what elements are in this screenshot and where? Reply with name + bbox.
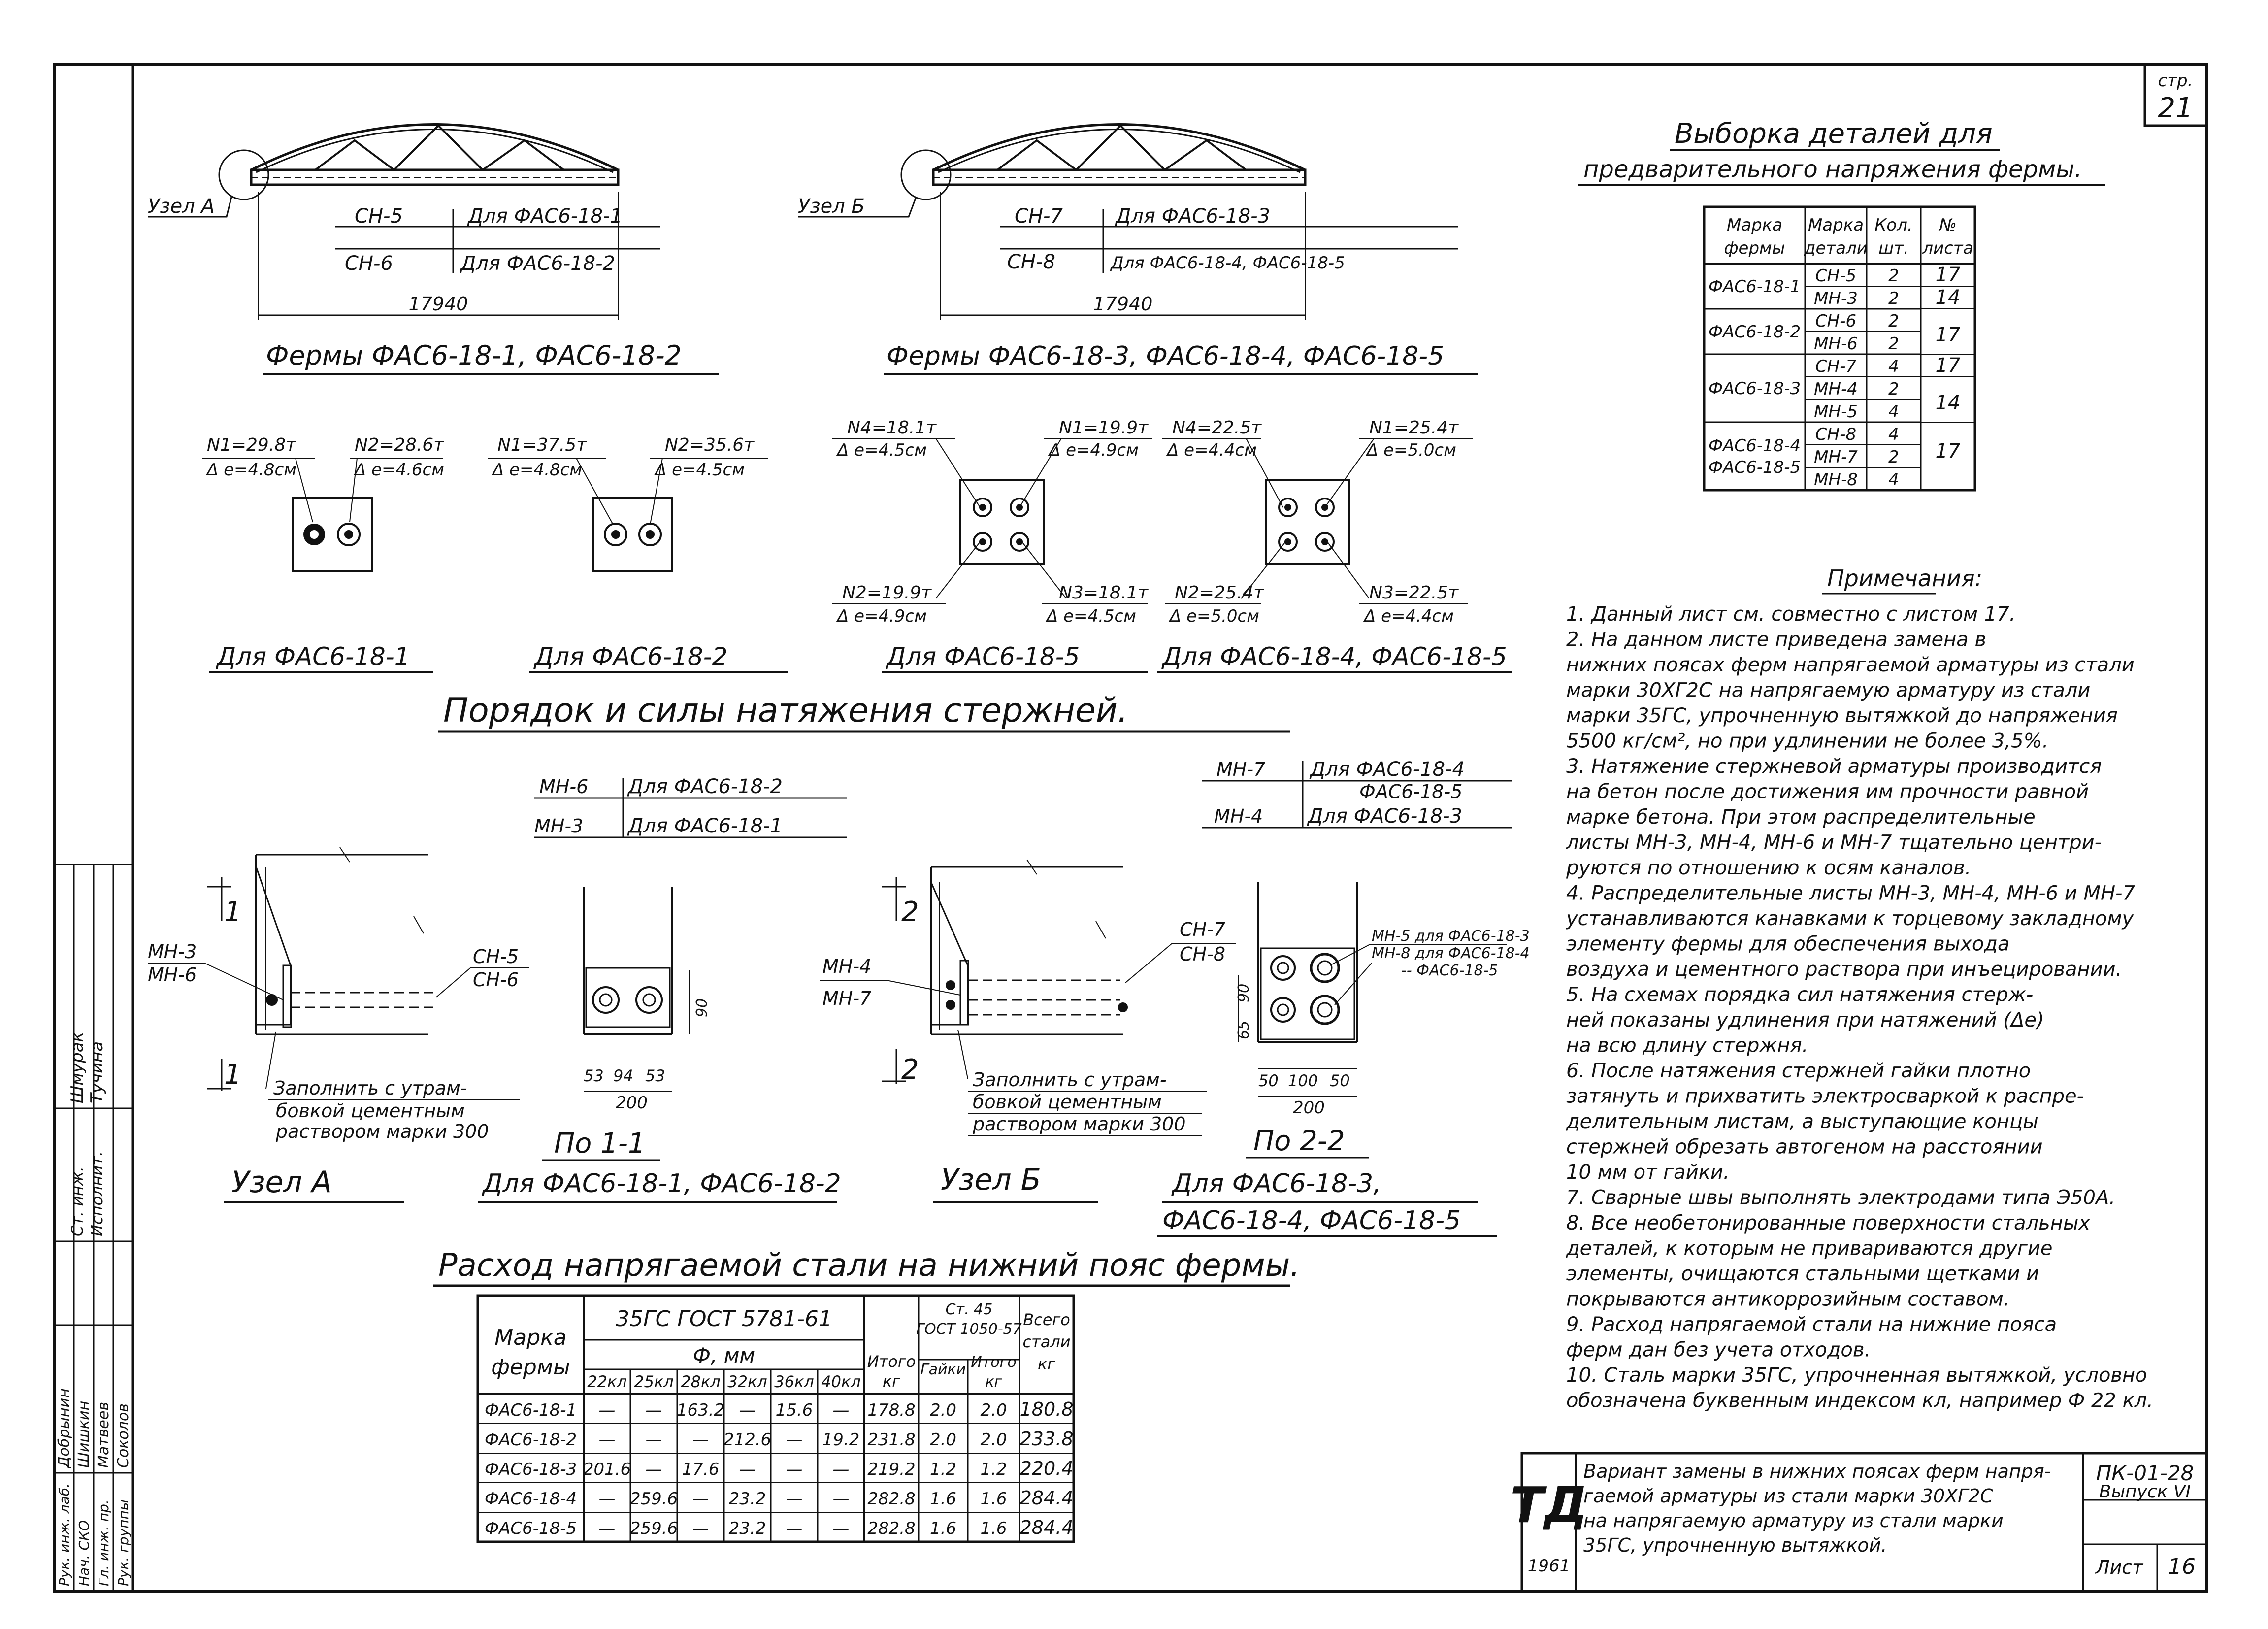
plate-mark: МН-4 — [1214, 805, 1263, 827]
diameter-header: 36кл — [774, 1372, 814, 1391]
row-total2: 2.0 — [980, 1400, 1007, 1420]
row-value: 15.6 — [775, 1400, 813, 1420]
dimension: 53 — [645, 1066, 665, 1085]
row-value: — — [832, 1489, 850, 1509]
row-total2: 2.0 — [980, 1430, 1007, 1450]
stamp-sheet-label: Лист — [2096, 1557, 2143, 1578]
row-value: — — [598, 1430, 616, 1450]
sheet-ref: 17 — [1935, 324, 1961, 346]
row-total: 282.8 — [867, 1489, 916, 1509]
row-all: 284.4 — [1019, 1517, 1074, 1538]
tendon-for: Для ФАС6-18-3 — [1116, 205, 1270, 228]
sheet-ref: 17 — [1935, 354, 1961, 377]
span-dimension: 17940 — [408, 293, 468, 315]
signature-name: Шмурак — [67, 1031, 87, 1103]
elongation-label: Δ e=4.8см — [493, 460, 582, 480]
truss-mark: ФАС6-18-2 — [1708, 322, 1801, 342]
detail-qty: 4 — [1888, 402, 1899, 422]
detail-qty: 4 — [1888, 357, 1899, 376]
note-line: затянуть и прихватить электросваркой к распре- — [1566, 1085, 2084, 1108]
rod-mark: СН-7 — [1180, 919, 1225, 940]
tendon-for: Для ФАС6-18-1 — [468, 205, 623, 228]
row-value: — — [692, 1519, 709, 1538]
tension-scheme-4 — [1157, 418, 1512, 672]
sheet-ref: 14 — [1935, 392, 1961, 414]
notes-title: Примечания: — [1827, 565, 1983, 592]
row-value: 201.6 — [583, 1460, 631, 1479]
note-line: покрываются антикоррозийным составом. — [1566, 1288, 2010, 1311]
head-total2: Итого — [971, 1354, 1017, 1371]
node-b-label: Узел Б — [798, 195, 865, 218]
detail-mark: МН-4 — [1814, 379, 1858, 399]
row-value: — — [832, 1460, 850, 1479]
dimension: 50 — [1258, 1071, 1279, 1090]
note-line: 10 мм от гайки. — [1566, 1161, 1730, 1184]
head-mark: Марка — [494, 1325, 567, 1350]
page-label: стр. — [2158, 71, 2193, 91]
row-value: — — [739, 1400, 756, 1420]
elongation-label: Δ e=5.0см — [1367, 440, 1456, 460]
force-label: N3=22.5т — [1369, 583, 1459, 603]
note-line: 10. Сталь марки 35ГС, упрочненная вытяжкой, условно — [1566, 1364, 2147, 1387]
row-value: — — [832, 1400, 850, 1420]
row-total2: 1.2 — [980, 1460, 1007, 1479]
row-nuts: 1.6 — [929, 1519, 957, 1538]
table-header: шт. — [1878, 238, 1909, 258]
section-2-caption: ФАС6-18-4, ФАС6-18-5 — [1162, 1206, 1461, 1235]
head-total2: кг — [985, 1373, 1002, 1391]
stamp-issue: Выпуск VI — [2099, 1482, 2191, 1502]
row-mark: ФАС6-18-4 — [484, 1489, 577, 1509]
row-value: 212.6 — [723, 1430, 772, 1450]
force-label: N2=25.4т — [1175, 583, 1264, 603]
tendon-mark: СН-7 — [1015, 205, 1063, 228]
note-line: на всю длину стержня. — [1566, 1034, 1808, 1057]
row-mark: ФАС6-18-3 — [484, 1460, 577, 1479]
note-line: нижних поясах ферм напрягаемой арматуры из стали — [1566, 654, 2135, 676]
row-value: 19.2 — [822, 1430, 860, 1450]
row-value: — — [645, 1460, 662, 1479]
stamp-year: 1961 — [1527, 1556, 1571, 1576]
row-value: — — [645, 1400, 662, 1420]
force-label: N2=28.6т — [355, 435, 444, 455]
fill-note: бовкой цементным — [973, 1091, 1162, 1113]
page-number: 21 — [2158, 92, 2193, 124]
rod-mark: СН-8 — [1180, 943, 1225, 965]
section-2-2 — [1157, 758, 1530, 1236]
detail-mark: МН-5 — [1814, 402, 1858, 422]
detail-mark: МН-7 — [1814, 447, 1858, 467]
table-header: фермы — [1724, 238, 1785, 258]
elongation-label: Δ e=4.5см — [837, 440, 927, 460]
note-line: на бетон после достижения им прочности равной — [1566, 780, 2089, 803]
dimension: 100 — [1288, 1071, 1318, 1090]
row-value: — — [832, 1519, 850, 1538]
plate-for: Для ФАС6-18-1 — [628, 815, 783, 837]
tendon-mark: СН-8 — [1007, 251, 1055, 273]
row-value: — — [692, 1489, 709, 1509]
plate-mark: МН-4 — [822, 956, 872, 977]
note-line: 4. Распределительные листы МН-3, МН-4, МН-6 и МН-7 — [1566, 882, 2135, 905]
node-a-detail — [148, 847, 529, 1202]
selection-table — [1578, 118, 2105, 490]
notes — [1566, 565, 2153, 1412]
elongation-label: Δ e=4.5см — [1047, 606, 1136, 626]
stamp-description: на напрягаемую арматуру из стали марки — [1583, 1510, 2004, 1531]
row-mark: ФАС6-18-1 — [484, 1400, 577, 1420]
row-value: 17.6 — [682, 1460, 720, 1479]
tendon-for: Для ФАС6-18-4, ФАС6-18-5 — [1111, 253, 1345, 273]
tendon-mark: СН-5 — [355, 205, 403, 228]
row-all: 233.8 — [1019, 1428, 1074, 1450]
sheet-ref: 17 — [1935, 440, 1961, 463]
row-total: 282.8 — [867, 1519, 916, 1538]
section-1-1 — [478, 775, 847, 1202]
fill-note: Заполнить с утрам- — [973, 1069, 1167, 1091]
elongation-label: Δ e=4.4см — [1364, 606, 1454, 626]
row-nuts: 1.6 — [929, 1489, 957, 1509]
plate-mark: МН-6 — [148, 964, 197, 986]
dimension: 200 — [1293, 1098, 1325, 1118]
note-line: устанавливаются канавками к торцевому закладному — [1566, 907, 2134, 930]
note-line: листы МН-3, МН-4, МН-6 и МН-7 тщательно центри- — [1566, 831, 2102, 854]
note-line: 9. Расход напрягаемой стали на нижние пояса — [1566, 1313, 2057, 1336]
plate-mark: МН-6 — [539, 776, 589, 798]
note-line: руются по отношению к осям каналов. — [1566, 857, 1972, 879]
detail-mark: МН-3 — [1814, 289, 1858, 308]
truss-mark: ФАС6-18-4 — [1708, 436, 1801, 456]
head-mark: фермы — [491, 1355, 570, 1380]
row-all: 284.4 — [1019, 1487, 1074, 1509]
plate-mark: МН-7 — [1216, 759, 1266, 780]
signature-name: Тучина — [87, 1041, 107, 1103]
truss-title: Фермы ФАС6-18-3, ФАС6-18-4, ФАС6-18-5 — [887, 341, 1445, 371]
note-line: 3. Натяжение стержневой арматуры производится — [1566, 755, 2102, 778]
steel-table-title: Расход напрягаемой стали на нижний пояс фермы. — [438, 1247, 1300, 1284]
signature-role: Нач. СКО — [76, 1520, 92, 1586]
note-line: ней показаны удлинения при натяжений (Δe) — [1566, 1009, 2044, 1031]
force-label: N4=22.5т — [1172, 418, 1262, 438]
diameter-header: 22кл — [587, 1372, 627, 1391]
signature-role: Ст. инж. — [68, 1166, 87, 1236]
force-label: N1=29.8т — [207, 435, 296, 455]
side-mark: МН-5 для ФАС6-18-3 — [1372, 928, 1530, 945]
stamp-code: ПК-01-28 — [2096, 1461, 2194, 1485]
detail-qty: 2 — [1888, 266, 1899, 286]
logo: ТД — [1510, 1476, 1588, 1534]
tension-scheme-1 — [202, 435, 444, 672]
scheme-caption: Для ФАС6-18-4, ФАС6-18-5 — [1162, 642, 1507, 671]
truss-left — [148, 125, 719, 375]
row-value: — — [645, 1430, 662, 1450]
row-nuts: 2.0 — [929, 1430, 957, 1450]
span-dimension: 17940 — [1093, 293, 1153, 315]
dimension: 94 — [613, 1066, 633, 1085]
rod-mark: СН-6 — [473, 969, 519, 991]
side-mark: -- ФАС6-18-5 — [1401, 962, 1498, 979]
node-b-circle — [901, 150, 951, 199]
row-mark: ФАС6-18-5 — [484, 1519, 577, 1538]
note-line: ферм дан без учета отходов. — [1566, 1338, 1871, 1362]
head-all: стали — [1022, 1332, 1071, 1351]
stamp-sheet-number: 16 — [2168, 1554, 2196, 1579]
node-a-label: Узел А — [148, 195, 215, 218]
force-label: N2=19.9т — [842, 583, 932, 603]
note-line: элементы, очищаются стальными щетками и — [1566, 1263, 2039, 1285]
table-header: детали — [1804, 238, 1868, 258]
fill-note: раствором марки 300 — [973, 1113, 1186, 1135]
tendon-for: Для ФАС6-18-2 — [460, 252, 615, 275]
dimension: 53 — [584, 1066, 604, 1085]
note-line: марке бетона. При этом распределительные — [1566, 806, 2036, 829]
note-line: обозначена буквенным индексом кл, например Ф 22 кл. — [1566, 1389, 2154, 1412]
row-value: — — [598, 1489, 616, 1509]
section-mark: 1 — [224, 896, 242, 928]
truss-mark: ФАС6-18-5 — [1708, 458, 1801, 477]
signature-name: Матвеев — [95, 1401, 112, 1468]
row-total: 178.8 — [867, 1400, 916, 1420]
note-line: воздуха и цементного раствора при инъецировании. — [1566, 958, 2122, 981]
detail-qty: 2 — [1888, 334, 1899, 354]
fill-note: бовкой цементным — [276, 1100, 465, 1122]
plate-for: Для ФАС6-18-3 — [1308, 805, 1462, 828]
row-total2: 1.6 — [980, 1489, 1007, 1509]
note-line: 5500 кг/см², но при удлинении не более 3,5%. — [1566, 730, 2049, 753]
signature-panel — [54, 864, 133, 1591]
head-total: Итого — [867, 1352, 916, 1371]
scheme-caption: Для ФАС6-18-5 — [887, 642, 1080, 671]
elongation-label: Δ e=4.5см — [655, 460, 745, 480]
table-header: Кол. — [1874, 215, 1913, 235]
force-label: N4=18.1т — [847, 418, 937, 438]
diameter-header: 28кл — [681, 1372, 721, 1391]
row-value: — — [786, 1489, 803, 1509]
diameter-header: 40кл — [821, 1372, 861, 1391]
stamp-description: 35ГС, упрочненную вытяжкой. — [1583, 1534, 1887, 1556]
dimension: 90 — [693, 998, 711, 1017]
note-line: 2. На данном листе приведена замена в — [1566, 628, 1987, 651]
note-line: делительным листам, а выступающие концы — [1566, 1110, 2038, 1133]
detail-qty: 2 — [1888, 447, 1899, 467]
stamp-description: Вариант замены в нижних поясах ферм напря- — [1583, 1461, 2051, 1482]
detail-qty: 4 — [1888, 470, 1899, 490]
detail-mark: СН-8 — [1815, 425, 1857, 444]
signature-name: Шишкин — [75, 1400, 93, 1468]
node-b-detail — [820, 860, 1236, 1202]
scheme-caption: Для ФАС6-18-2 — [534, 642, 728, 671]
side-mark: МН-8 для ФАС6-18-4 — [1372, 945, 1530, 962]
scheme-caption: Для ФАС6-18-1 — [217, 642, 410, 671]
table-header: листа — [1922, 238, 1973, 258]
signature-role: Исполнит. — [88, 1151, 106, 1236]
stamp-description: гаемой арматуры из стали марки 30ХГ2С — [1583, 1485, 1993, 1507]
force-label: N1=19.9т — [1059, 418, 1149, 438]
diameter-header: 25кл — [634, 1372, 674, 1391]
force-label: N1=37.5т — [497, 435, 587, 455]
dimension: 90 — [1235, 983, 1252, 1002]
plate-mark: МН-7 — [822, 988, 872, 1009]
truss-mark: ФАС6-18-1 — [1708, 277, 1801, 297]
detail-qty: 2 — [1888, 289, 1899, 308]
selection-title-2: предварительного напряжения фермы. — [1583, 156, 2082, 183]
dimension: 200 — [616, 1093, 648, 1113]
note-line: 6. После натяжения стержней гайки плотно — [1566, 1060, 2031, 1082]
detail-qty: 2 — [1888, 379, 1899, 399]
fill-note: Заполнить с утрам- — [273, 1077, 467, 1099]
node-a-title: Узел А — [231, 1165, 332, 1199]
section-mark: 2 — [901, 896, 919, 928]
section-1-title: По 1-1 — [554, 1128, 646, 1160]
signature-role: Рук. инж. лаб. — [56, 1483, 72, 1586]
detail-qty: 2 — [1888, 311, 1899, 331]
row-total2: 1.6 — [980, 1519, 1007, 1538]
head-st: Ст. 45 — [945, 1301, 993, 1318]
table-header: Марка — [1808, 215, 1864, 235]
detail-mark: МН-8 — [1814, 470, 1858, 490]
row-value: 23.2 — [728, 1489, 766, 1509]
fill-note: раствором марки 300 — [276, 1121, 489, 1142]
section-2-caption: Для ФАС6-18-3, — [1172, 1169, 1381, 1198]
plate-for: ФАС6-18-5 — [1359, 781, 1463, 802]
note-line: 8. Все необетонированные поверхности стальных — [1566, 1212, 2091, 1234]
note-line: 5. На схемах порядка сил натяжения стерж- — [1566, 983, 2034, 1006]
dimension: 65 — [1235, 1020, 1252, 1039]
row-value: 259.6 — [629, 1489, 678, 1509]
tension-scheme-2 — [488, 435, 788, 672]
note-line: стержней обрезать автогеном на расстоянии — [1566, 1135, 2043, 1159]
force-label: N3=18.1т — [1059, 583, 1149, 603]
head-all: Всего — [1023, 1310, 1070, 1329]
plate-mark: МН-3 — [148, 941, 197, 963]
signature-name: Соколов — [115, 1403, 132, 1468]
section-mark: 2 — [901, 1054, 919, 1086]
plate-mark: МН-3 — [534, 815, 584, 837]
row-value: — — [786, 1519, 803, 1538]
tension-scheme-3 — [832, 418, 1152, 672]
section-2-title: По 2-2 — [1253, 1125, 1345, 1157]
node-a-circle — [219, 150, 268, 199]
section-mark: 1 — [224, 1059, 242, 1091]
sheet-ref: 17 — [1935, 264, 1961, 286]
steel-table — [433, 1247, 1300, 1542]
force-label: N2=35.6т — [665, 435, 755, 455]
row-all: 180.8 — [1019, 1398, 1074, 1420]
note-line: 7. Сварные швы выполнять электродами типа Э50А. — [1566, 1186, 2116, 1209]
diameter-header: 32кл — [727, 1372, 767, 1391]
note-line: марки 30ХГ2С на напрягаемую арматуру из стали — [1566, 679, 2091, 702]
signature-role: Гл. инж. пр. — [96, 1499, 112, 1586]
node-b-title: Узел Б — [941, 1163, 1041, 1197]
rod-mark: СН-5 — [473, 946, 519, 967]
note-line: деталей, к которым не привариваются другие — [1566, 1237, 2053, 1260]
note-line: марки 35ГС, упрочненную вытяжкой до напряжения — [1566, 704, 2118, 727]
head-steel: 35ГС ГОСТ 5781-61 — [616, 1306, 832, 1331]
section-1-caption: Для ФАС6-18-1, ФАС6-18-2 — [483, 1169, 841, 1198]
row-value: 163.2 — [676, 1400, 725, 1420]
truss-title: Фермы ФАС6-18-1, ФАС6-18-2 — [266, 340, 682, 371]
row-all: 220.4 — [1019, 1458, 1074, 1479]
row-value: 259.6 — [629, 1519, 678, 1538]
tendon-mark: СН-6 — [345, 252, 393, 275]
detail-qty: 4 — [1888, 425, 1899, 444]
row-value: — — [598, 1519, 616, 1538]
row-value: — — [786, 1460, 803, 1479]
head-total: кг — [882, 1372, 901, 1391]
note-line: элементу фермы для обеспечения выхода — [1566, 932, 2010, 956]
row-value: — — [739, 1460, 756, 1479]
sheet-ref: 14 — [1935, 286, 1961, 309]
row-value: — — [786, 1430, 803, 1450]
elongation-label: Δ e=4.8см — [207, 460, 296, 480]
tension-title: Порядок и силы натяжения стержней. — [443, 691, 1128, 730]
force-label: N1=25.4т — [1369, 418, 1459, 438]
table-header: Марка — [1726, 215, 1783, 235]
head-all: кг — [1037, 1355, 1056, 1373]
row-nuts: 2.0 — [929, 1400, 957, 1420]
detail-mark: СН-5 — [1815, 266, 1857, 286]
detail-mark: СН-7 — [1815, 357, 1857, 376]
plate-for: Для ФАС6-18-2 — [628, 775, 783, 798]
table-header: № — [1939, 215, 1957, 235]
signature-role: Рук. группы — [115, 1499, 131, 1586]
row-total: 219.2 — [867, 1460, 916, 1479]
elongation-label: Δ e=4.9см — [837, 606, 927, 626]
head-phi: Ф, мм — [692, 1343, 756, 1367]
elongation-label: Δ e=5.0см — [1170, 606, 1259, 626]
row-value: — — [598, 1400, 616, 1420]
row-nuts: 1.2 — [929, 1460, 957, 1479]
row-total: 231.8 — [867, 1430, 916, 1450]
head-st: ГОСТ 1050-57 — [916, 1321, 1022, 1338]
elongation-label: Δ e=4.4см — [1167, 440, 1257, 460]
row-mark: ФАС6-18-2 — [484, 1430, 577, 1450]
note-line: 1. Данный лист см. совместно с листом 17. — [1566, 603, 2016, 626]
truss-mark: ФАС6-18-3 — [1708, 379, 1801, 399]
elongation-label: Δ e=4.6см — [355, 460, 444, 480]
row-value: 23.2 — [728, 1519, 766, 1538]
elongation-label: Δ e=4.9см — [1049, 440, 1139, 460]
plate-for: Для ФАС6-18-4 — [1310, 758, 1465, 781]
detail-mark: МН-6 — [1814, 334, 1858, 354]
title-stamp — [1510, 1453, 2206, 1591]
selection-title-1: Выборка деталей для — [1675, 118, 1993, 150]
detail-mark: СН-6 — [1815, 311, 1857, 331]
signature-name: Добрынин — [56, 1388, 73, 1468]
truss-right — [798, 125, 1478, 375]
head-nuts: Гайки — [920, 1361, 966, 1378]
dimension: 50 — [1330, 1071, 1350, 1090]
row-value: — — [692, 1430, 709, 1450]
